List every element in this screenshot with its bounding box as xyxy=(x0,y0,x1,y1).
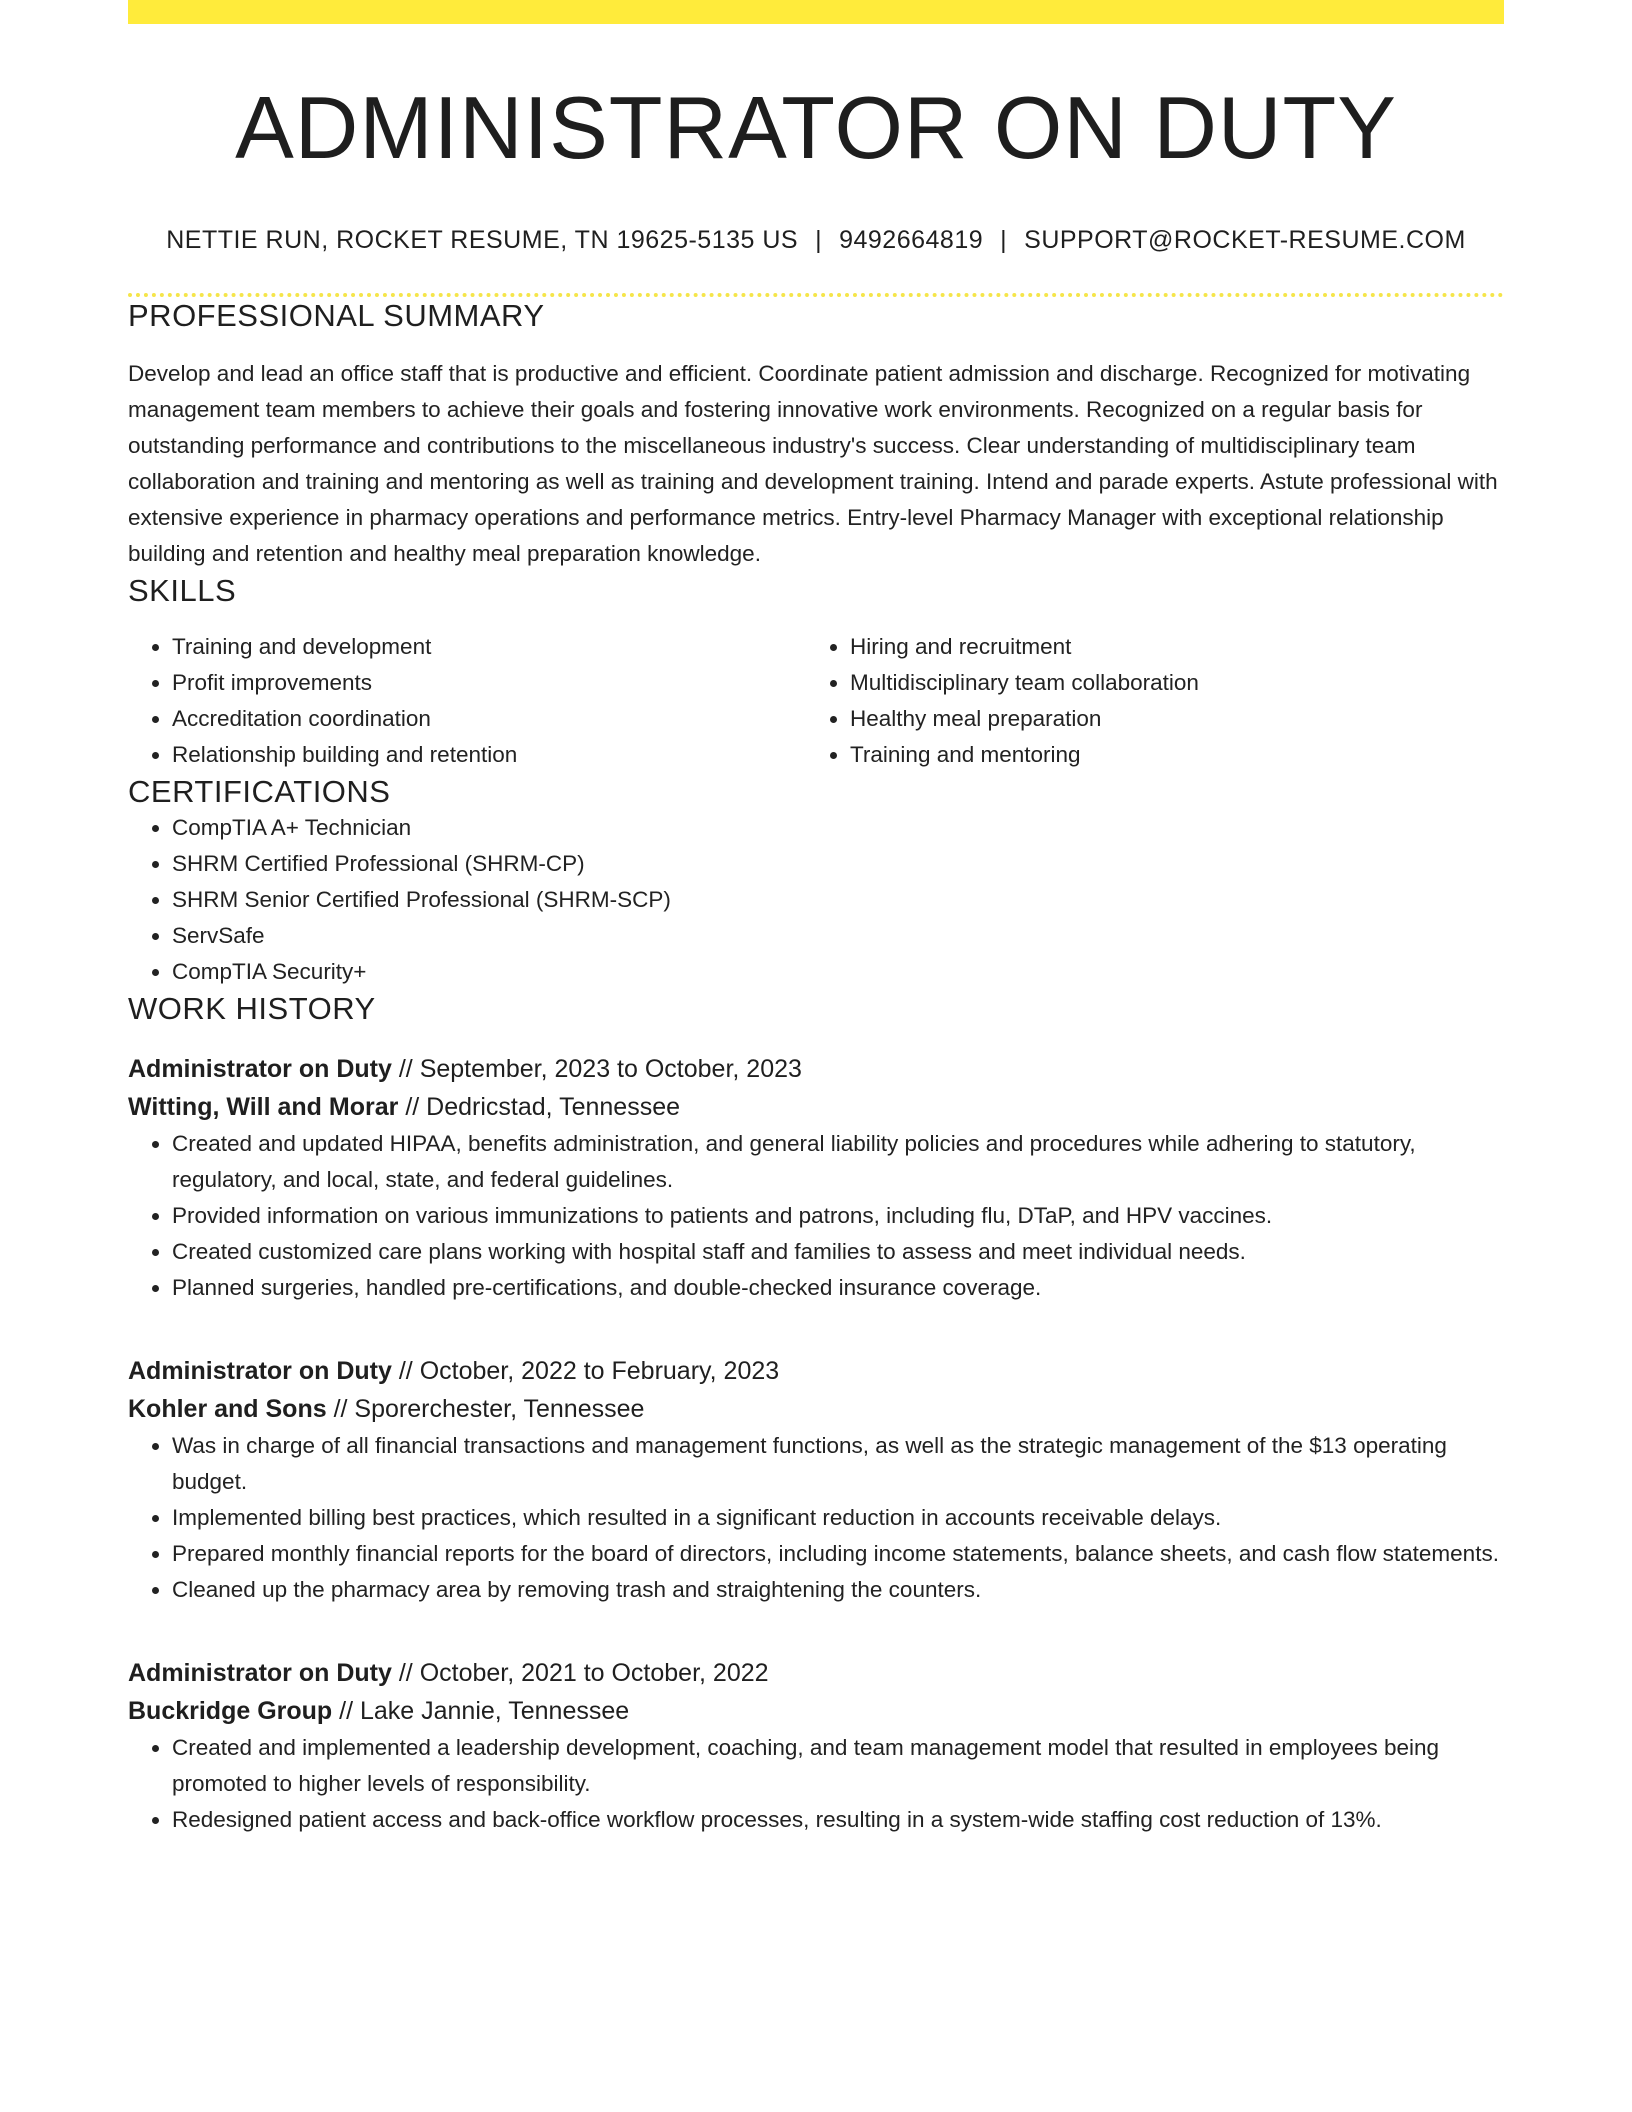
job-bullet: • Redesigned patient access and back-office workflow processes, resulting in a system-wide staffing cost reduction of 13%. xyxy=(172,1802,1504,1838)
job-bullet: • Created and implemented a leadership development, coaching, and team management model that resulted in employees being promoted to higher levels of responsibility. xyxy=(172,1730,1504,1802)
skill-item: • Training and development xyxy=(172,629,806,665)
job-bullet: • Implemented billing best practices, which resulted in a significant reduction in accounts receivable delays. xyxy=(172,1500,1504,1536)
job-role-line xyxy=(128,1050,1504,1088)
certification-item: • ServSafe xyxy=(172,918,1504,954)
job-dates: // October, 2022 to February, 2023 xyxy=(391,1356,780,1385)
job-bullet: • Created customized care plans working with hospital staff and families to assess and meet individual needs. xyxy=(172,1234,1504,1270)
skills-list-right xyxy=(806,629,1484,773)
skill-item: • Relationship building and retention xyxy=(172,737,806,773)
job-location: // Lake Jannie, Tennessee xyxy=(332,1696,630,1725)
job-role-line xyxy=(128,1654,1504,1692)
certification-item: • SHRM Certified Professional (SHRM-CP) xyxy=(172,846,1504,882)
summary-text: Develop and lead an office staff that is productive and efficient. Coordinate patient admission and discharge. Recognized for motivating management team members to achieve their goals and fostering innovative work environments. Recognized on a regular basis for outstanding performance and contributions to the miscellaneous industry's success. Clear understanding of multidisciplinary team collaboration and training and mentoring as well as training and development training. Intend and parade experts. Astute professional with extensive experience in pharmacy operations and performance metrics. Entry-level Pharmacy Manager with exceptional relationship building and retention and healthy meal preparation knowledge. xyxy=(128,360,1498,566)
skill-item: • Hiring and recruitment xyxy=(850,629,1484,665)
job-role: Administrator on Duty xyxy=(128,1658,392,1687)
certifications-heading: CERTIFICATIONS xyxy=(128,774,391,810)
job-location: // Dedricstad, Tennessee xyxy=(398,1092,681,1121)
certification-item: • CompTIA A+ Technician xyxy=(172,810,1504,846)
contact-separator: | xyxy=(1000,225,1008,254)
job-bullet: • Planned surgeries, handled pre-certifications, and double-checked insurance coverage. xyxy=(172,1270,1504,1306)
job-location: // Sporerchester, Tennessee xyxy=(326,1394,645,1423)
skills-heading: SKILLS xyxy=(128,572,237,608)
job-bullet: • Created and updated HIPAA, benefits administration, and general liability policies and procedures while adhering to statutory, regulatory, and local, state, and federal guidelines. xyxy=(172,1126,1504,1198)
work-history-heading: WORK HISTORY xyxy=(128,991,376,1027)
job-bullet: • Prepared monthly financial reports for the board of directors, including income statements, balance sheets, and cash flow statements. xyxy=(172,1536,1504,1572)
top-accent-bar xyxy=(128,0,1504,24)
contact-separator: | xyxy=(815,225,823,254)
job-bullets xyxy=(128,1730,1504,1838)
job-bullets xyxy=(128,1126,1504,1306)
job-bullets xyxy=(128,1428,1504,1608)
job-dates: // October, 2021 to October, 2022 xyxy=(391,1658,769,1687)
job-company: Buckridge Group xyxy=(128,1696,333,1725)
skill-item: • Accreditation coordination xyxy=(172,701,806,737)
job-role-line xyxy=(128,1352,1504,1390)
certification-item: • CompTIA Security+ xyxy=(172,954,1504,990)
skills-grid xyxy=(128,629,1504,773)
certifications-list xyxy=(128,810,1504,990)
contact-email: SUPPORT@ROCKET-RESUME.COM xyxy=(1024,225,1466,254)
skill-item: • Training and mentoring xyxy=(850,737,1484,773)
resume-name: ADMINISTRATOR ON DUTY xyxy=(235,78,1397,177)
resume-page xyxy=(128,0,1504,1838)
job-bullet: • Provided information on various immunizations to patients and patrons, including flu, DTaP, and HPV vaccines. xyxy=(172,1198,1504,1234)
job-bullet: • Was in charge of all financial transactions and management functions, as well as the strategic management of the $13 operating budget. xyxy=(172,1428,1504,1500)
job-company: Witting, Will and Morar xyxy=(128,1092,399,1121)
skills-list-left xyxy=(128,629,806,773)
skill-item: • Profit improvements xyxy=(172,665,806,701)
job-company-line xyxy=(128,1088,1504,1126)
job-role: Administrator on Duty xyxy=(128,1356,392,1385)
certification-item: • SHRM Senior Certified Professional (SHRM-SCP) xyxy=(172,882,1504,918)
job-entry xyxy=(128,1654,1504,1838)
skill-item: • Multidisciplinary team collaboration xyxy=(850,665,1484,701)
job-company-line xyxy=(128,1390,1504,1428)
contact-phone: 9492664819 xyxy=(839,225,984,254)
job-dates: // September, 2023 to October, 2023 xyxy=(391,1054,802,1083)
job-bullet: • Cleaned up the pharmacy area by removing trash and straightening the counters. xyxy=(172,1572,1504,1608)
job-role: Administrator on Duty xyxy=(128,1054,392,1083)
job-entry xyxy=(128,1352,1504,1608)
summary-heading: PROFESSIONAL SUMMARY xyxy=(128,297,545,333)
skill-item: • Healthy meal preparation xyxy=(850,701,1484,737)
job-entry xyxy=(128,1050,1504,1306)
job-company-line xyxy=(128,1692,1504,1730)
contact-address: NETTIE RUN, ROCKET RESUME, TN 19625-5135 US xyxy=(166,225,799,254)
job-company: Kohler and Sons xyxy=(128,1394,327,1423)
contact-line xyxy=(128,225,1504,255)
